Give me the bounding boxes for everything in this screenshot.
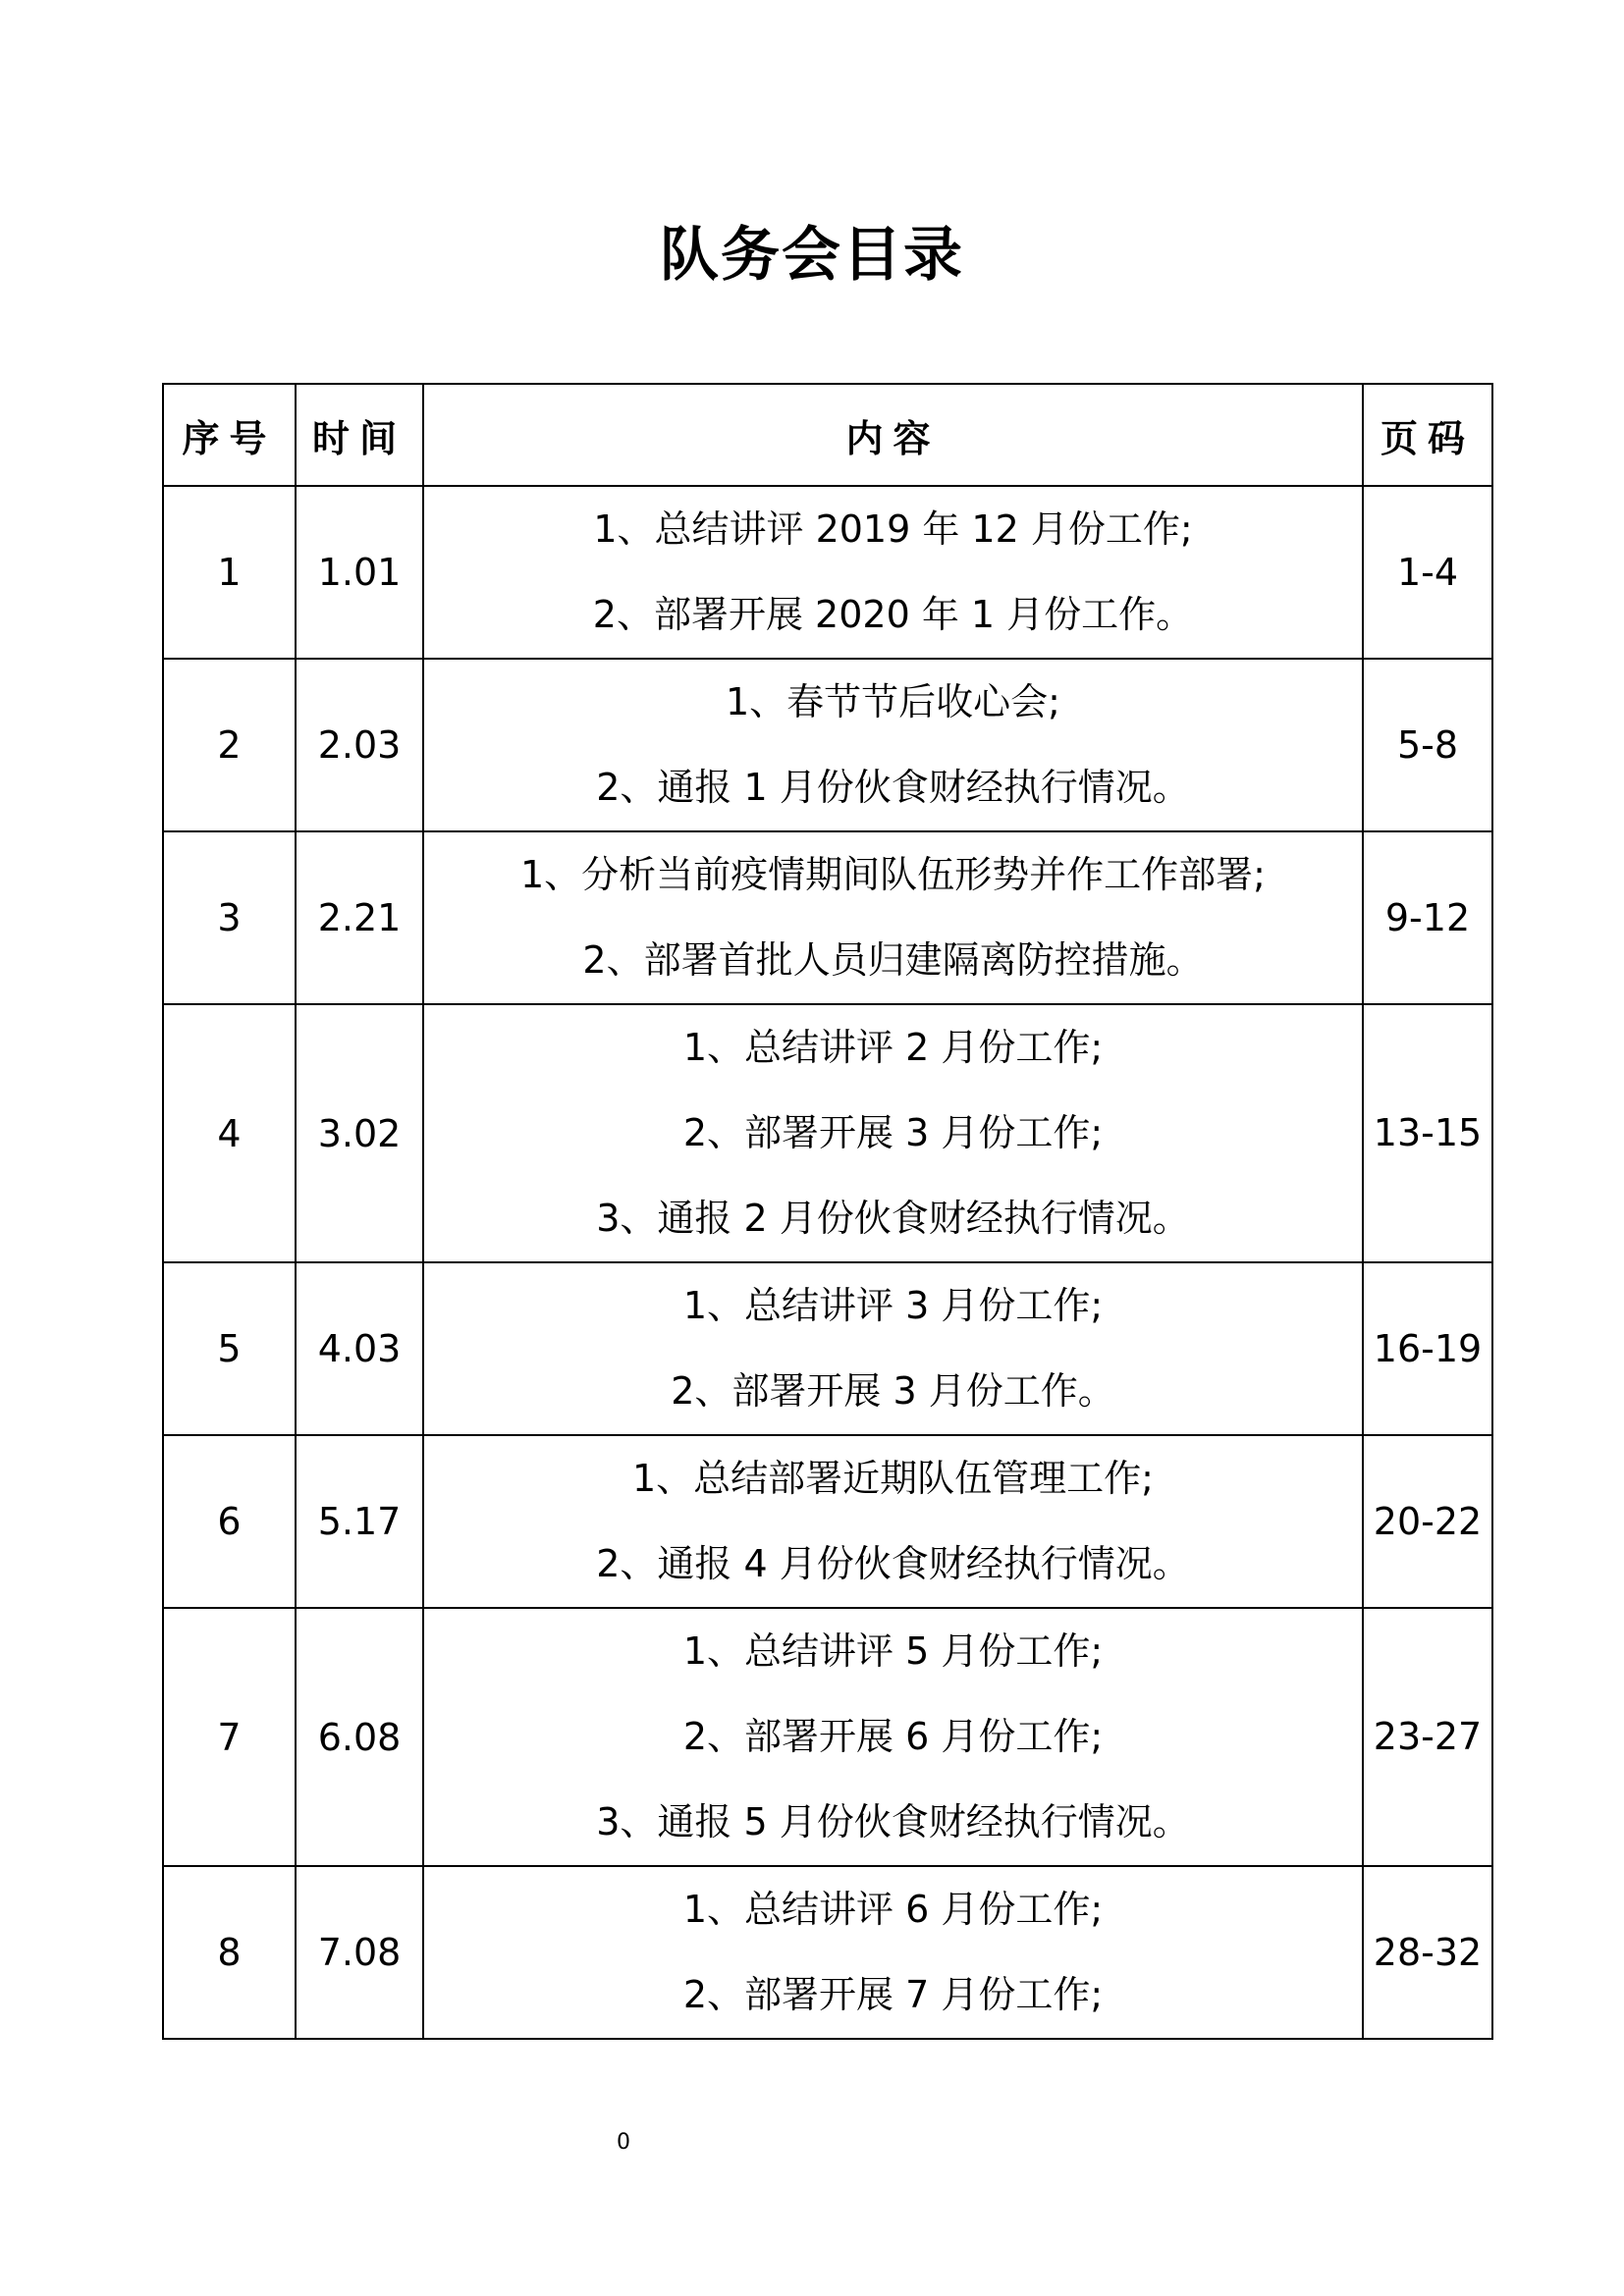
content-item: 2、部署开展 6 月份工作;: [682, 1715, 1104, 1758]
header-pages: 页码: [1363, 384, 1492, 486]
content-item: 1、春节节后收心会;: [726, 680, 1060, 723]
row-date: 3.02: [296, 1004, 423, 1262]
row-date: 2.21: [296, 831, 423, 1004]
content-item: 2、部署开展 3 月份工作。: [671, 1369, 1115, 1413]
content-item: 1、总结讲评 2 月份工作;: [682, 1026, 1104, 1069]
row-index: 2: [163, 659, 296, 831]
content-item: 1、总结讲评 3 月份工作;: [682, 1284, 1104, 1327]
row-content: [423, 1435, 1363, 1608]
row-pages: 28-32: [1363, 1866, 1492, 2039]
table-row: [163, 1608, 1492, 1866]
header-content: 内容: [423, 384, 1363, 486]
content-item: 1、分析当前疫情期间队伍形势并作工作部署;: [520, 853, 1266, 896]
table-row: [163, 486, 1492, 659]
content-item: 1、总结讲评 5 月份工作;: [682, 1629, 1104, 1673]
content-item: 2、部署首批人员归建隔离防控措施。: [582, 938, 1204, 982]
row-date: 5.17: [296, 1435, 423, 1608]
row-content: [423, 1866, 1363, 2039]
header-date: 时间: [296, 384, 423, 486]
content-item: 3、通报 5 月份伙食财经执行情况。: [596, 1800, 1190, 1843]
row-pages: 13-15: [1363, 1004, 1492, 1262]
row-date: 7.08: [296, 1866, 423, 2039]
row-content: [423, 831, 1363, 1004]
row-pages: 9-12: [1363, 831, 1492, 1004]
table-row: [163, 1435, 1492, 1608]
row-pages: 20-22: [1363, 1435, 1492, 1608]
row-date: 2.03: [296, 659, 423, 831]
row-date: 6.08: [296, 1608, 423, 1866]
row-index: 8: [163, 1866, 296, 2039]
table-row: [163, 1262, 1492, 1435]
row-index: 6: [163, 1435, 296, 1608]
row-index: 5: [163, 1262, 296, 1435]
content-item: 2、部署开展 2020 年 1 月份工作。: [592, 593, 1194, 636]
table-row: [163, 659, 1492, 831]
row-index: 3: [163, 831, 296, 1004]
content-item: 2、通报 4 月份伙食财经执行情况。: [596, 1542, 1190, 1585]
row-date: 1.01: [296, 486, 423, 659]
content-item: 2、部署开展 7 月份工作;: [682, 1973, 1104, 2016]
document-title: 队务会目录: [660, 221, 964, 290]
row-pages: 1-4: [1363, 486, 1492, 659]
row-content: [423, 1608, 1363, 1866]
row-pages: 5-8: [1363, 659, 1492, 831]
meeting-index-table: [162, 383, 1493, 2040]
row-pages: 23-27: [1363, 1608, 1492, 1866]
table-row: [163, 1004, 1492, 1262]
table-header-row: [163, 384, 1492, 486]
content-item: 1、总结部署近期队伍管理工作;: [632, 1457, 1154, 1500]
row-content: [423, 1004, 1363, 1262]
row-index: 7: [163, 1608, 296, 1866]
header-index: 序号: [163, 384, 296, 486]
row-date: 4.03: [296, 1262, 423, 1435]
row-index: 4: [163, 1004, 296, 1262]
row-content: [423, 659, 1363, 831]
row-content: [423, 486, 1363, 659]
content-item: 2、通报 1 月份伙食财经执行情况。: [596, 766, 1190, 809]
content-item: 2、部署开展 3 月份工作;: [682, 1111, 1104, 1154]
content-item: 3、通报 2 月份伙食财经执行情况。: [596, 1197, 1190, 1240]
table-row: [163, 831, 1492, 1004]
content-item: 1、总结讲评 6 月份工作;: [682, 1888, 1104, 1931]
row-index: 1: [163, 486, 296, 659]
page-number: 0: [617, 2130, 630, 2155]
content-item: 1、总结讲评 2019 年 12 月份工作;: [593, 507, 1193, 551]
row-pages: 16-19: [1363, 1262, 1492, 1435]
table-row: [163, 1866, 1492, 2039]
row-content: [423, 1262, 1363, 1435]
